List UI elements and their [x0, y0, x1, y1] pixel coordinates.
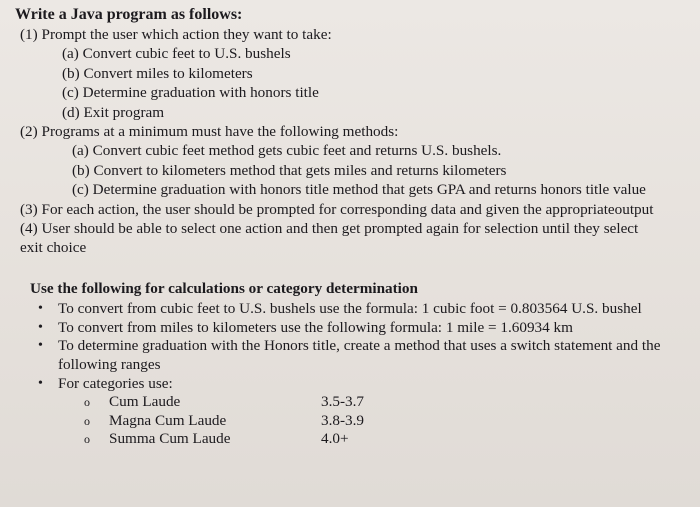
bullet-text: To convert from miles to kilometers use the following formula: 1 mile = 1.60934 km: [58, 318, 573, 336]
calculations-heading: Use the following for calculations or category determination: [30, 279, 418, 297]
bullet-icon: •: [38, 301, 43, 317]
category-range: 4.0+: [321, 430, 349, 448]
circle-bullet-icon: o: [84, 432, 90, 447]
category-range: 3.8-3.9: [321, 411, 365, 429]
bullet-text: For categories use:: [58, 374, 173, 392]
category-name: Summa Cum Laude: [109, 430, 231, 448]
bullet-icon: •: [38, 338, 43, 354]
action-option: (a) Convert cubic feet to U.S. bushels: [62, 45, 291, 63]
action-option: (d) Exit program: [62, 103, 165, 121]
category-name: Magna Cum Laude: [109, 411, 227, 429]
list-item: [8, 300, 698, 319]
part1-heading: (1) Prompt the user which action they want to take:: [20, 26, 332, 43]
category-range: 3.5-3.7: [321, 393, 365, 411]
category-name: Cum Laude: [109, 393, 181, 411]
table-row: [84, 393, 364, 412]
list-item: [8, 337, 698, 374]
method-item: (a) Convert cubic feet method gets cubic feet and returns U.S. bushels.: [72, 142, 502, 160]
honors-categories-table: [84, 393, 364, 449]
circle-bullet-icon: o: [84, 395, 90, 410]
table-row: [84, 412, 364, 431]
circle-bullet-icon: o: [84, 413, 90, 428]
document-title: Write a Java program as follows:: [15, 6, 243, 23]
method-item: (c) Determine graduation with honors title method that gets GPA and returns honors title value: [72, 181, 646, 199]
list-item: [8, 375, 698, 394]
bullet-text: To determine graduation with the Honors title, create a method that uses a switch statement and the following ranges: [58, 337, 661, 374]
table-row: [84, 430, 364, 449]
calculation-list: [8, 300, 694, 393]
bullet-icon: •: [38, 375, 43, 391]
part2-heading: (2) Programs at a minimum must have the following methods:: [20, 123, 399, 141]
list-item: [8, 319, 698, 338]
action-option: (b) Convert miles to kilometers: [62, 64, 253, 82]
bullet-text: To convert from cubic feet to U.S. bushels use the formula: 1 cubic foot = 0.803564 U.S. bushel: [58, 300, 642, 318]
bullet-icon: •: [38, 319, 43, 335]
method-item: (b) Convert to kilometers method that gets miles and returns kilometers: [72, 161, 507, 179]
action-option: (c) Determine graduation with honors title: [62, 84, 319, 102]
part4-text: (4) User should be able to select one action and then get prompted again for selection until they select exit choice: [20, 220, 639, 257]
part3-text: (3) For each action, the user should be prompted for corresponding data and given the appropriateoutput: [20, 200, 654, 218]
